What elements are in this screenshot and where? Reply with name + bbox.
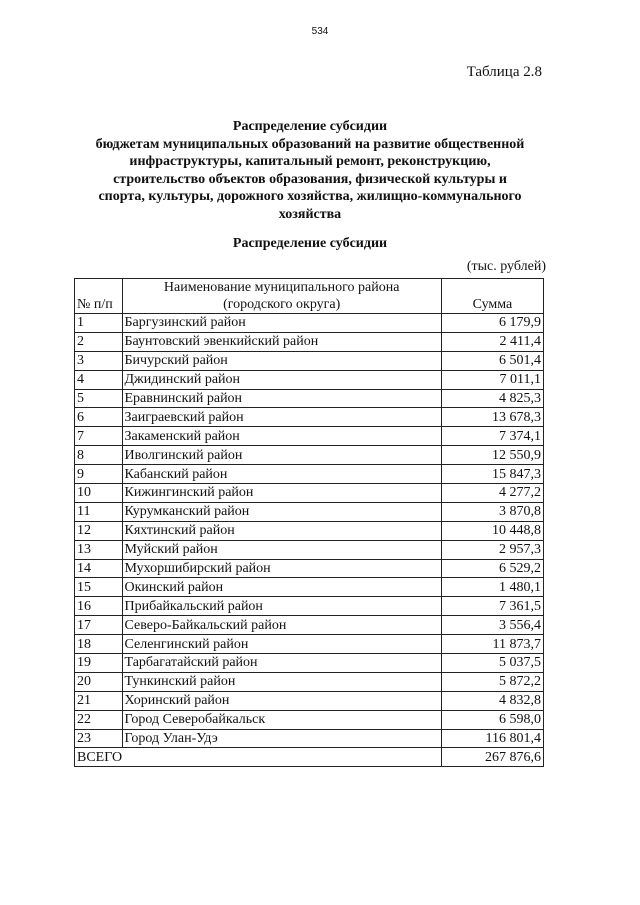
row-name: Бичурский район <box>122 351 441 370</box>
row-number: 6 <box>75 408 123 427</box>
row-sum: 3 556,4 <box>441 616 543 635</box>
table-header-row <box>75 279 544 314</box>
row-sum: 3 870,8 <box>441 502 543 521</box>
column-header-name-line: Наименование муниципального района <box>163 280 400 295</box>
heading-line: бюджетам муниципальных образований на развитие общественной <box>95 136 525 152</box>
subsidy-table <box>74 278 544 767</box>
heading-line: хозяйства <box>278 206 342 222</box>
row-number: 5 <box>75 389 123 408</box>
row-name: Город Улан-Удэ <box>122 729 441 748</box>
table-row <box>75 370 544 389</box>
row-sum: 4 832,8 <box>441 691 543 710</box>
table-row <box>75 578 544 597</box>
row-name: Северо-Байкальский район <box>122 616 441 635</box>
table-row <box>75 597 544 616</box>
table-row <box>75 351 544 370</box>
heading-line: инфраструктуры, капитальный ремонт, реконструкцию, <box>129 154 491 169</box>
row-sum: 11 873,7 <box>441 635 543 654</box>
row-sum: 5 037,5 <box>441 654 543 673</box>
row-sum: 7 011,1 <box>441 370 543 389</box>
row-name: Курумканский район <box>122 502 441 521</box>
row-number: 12 <box>75 521 123 540</box>
row-number: 19 <box>75 654 123 673</box>
column-header-sum: Сумма <box>441 279 543 314</box>
row-name: Баргузинский район <box>122 314 441 333</box>
page-number: 534 <box>311 26 329 37</box>
row-number: 1 <box>75 314 123 333</box>
table-body <box>75 314 544 748</box>
column-header-name-line: (городского округа) <box>223 297 341 312</box>
row-sum: 4 825,3 <box>441 389 543 408</box>
row-number: 3 <box>75 351 123 370</box>
row-sum: 10 448,8 <box>441 521 543 540</box>
row-sum: 4 277,2 <box>441 484 543 503</box>
row-sum: 6 179,9 <box>441 314 543 333</box>
row-sum: 5 872,2 <box>441 672 543 691</box>
row-name: Мухоршибирский район <box>122 559 441 578</box>
row-name: Селенгинский район <box>122 635 441 654</box>
total-sum: 267 876,6 <box>441 748 543 767</box>
row-number: 17 <box>75 616 123 635</box>
document-heading <box>60 118 560 223</box>
table-row <box>75 672 544 691</box>
row-number: 8 <box>75 446 123 465</box>
table-row <box>75 540 544 559</box>
units-label: (тыс. рублей) <box>466 259 546 274</box>
row-name: Муйский район <box>122 540 441 559</box>
row-name: Баунтовский эвенкийский район <box>122 332 441 351</box>
row-number: 9 <box>75 465 123 484</box>
row-name: Прибайкальский район <box>122 597 441 616</box>
row-number: 13 <box>75 540 123 559</box>
row-sum: 6 529,2 <box>441 559 543 578</box>
table-label: Таблица 2.8 <box>466 64 542 80</box>
table-row <box>75 654 544 673</box>
row-sum: 2 957,3 <box>441 540 543 559</box>
row-number: 2 <box>75 332 123 351</box>
table-row <box>75 521 544 540</box>
table-row <box>75 465 544 484</box>
row-name: Джидинский район <box>122 370 441 389</box>
row-sum: 7 361,5 <box>441 597 543 616</box>
heading-line: спорта, культуры, дорожного хозяйства, жилищно-коммунального <box>98 189 522 204</box>
row-sum: 6 501,4 <box>441 351 543 370</box>
row-name: Иволгинский район <box>122 446 441 465</box>
table-row <box>75 332 544 351</box>
table-row <box>75 710 544 729</box>
table-row <box>75 314 544 333</box>
table-row <box>75 389 544 408</box>
row-number: 16 <box>75 597 123 616</box>
row-sum: 6 598,0 <box>441 710 543 729</box>
row-name: Тункинский район <box>122 672 441 691</box>
heading-line: Распределение субсидии <box>232 119 388 134</box>
row-sum: 7 374,1 <box>441 427 543 446</box>
row-number: 15 <box>75 578 123 597</box>
total-row <box>75 748 544 767</box>
table-row <box>75 635 544 654</box>
row-number: 4 <box>75 370 123 389</box>
row-sum: 1 480,1 <box>441 578 543 597</box>
column-header-number: № п/п <box>75 279 123 314</box>
row-name: Еравнинский район <box>122 389 441 408</box>
row-name: Тарбагатайский район <box>122 654 441 673</box>
total-label: ВСЕГО <box>75 748 442 767</box>
row-number: 7 <box>75 427 123 446</box>
row-number: 18 <box>75 635 123 654</box>
row-name: Кяхтинский район <box>122 521 441 540</box>
row-name: Кабанский район <box>122 465 441 484</box>
table-row <box>75 502 544 521</box>
row-sum: 15 847,3 <box>441 465 543 484</box>
row-number: 10 <box>75 484 123 503</box>
row-number: 11 <box>75 502 123 521</box>
row-sum: 116 801,4 <box>441 729 543 748</box>
row-sum: 12 550,9 <box>441 446 543 465</box>
table-row <box>75 427 544 446</box>
row-number: 14 <box>75 559 123 578</box>
table-row <box>75 408 544 427</box>
heading-line: строительство объектов образования, физической культуры и <box>113 171 507 187</box>
table-row <box>75 691 544 710</box>
column-header-name <box>122 279 441 314</box>
table-row <box>75 446 544 465</box>
row-name: Закаменский район <box>122 427 441 446</box>
row-name: Кижингинский район <box>122 484 441 503</box>
table-row <box>75 484 544 503</box>
row-number: 21 <box>75 691 123 710</box>
row-number: 20 <box>75 672 123 691</box>
row-name: Заиграевский район <box>122 408 441 427</box>
row-number: 23 <box>75 729 123 748</box>
row-sum: 2 411,4 <box>441 332 543 351</box>
table-row <box>75 729 544 748</box>
row-name: Город Северобайкальск <box>122 710 441 729</box>
row-sum: 13 678,3 <box>441 408 543 427</box>
table-row <box>75 616 544 635</box>
table-subheading: Распределение субсидии <box>232 236 388 251</box>
row-name: Хоринский район <box>122 691 441 710</box>
row-name: Окинский район <box>122 578 441 597</box>
table-row <box>75 559 544 578</box>
row-number: 22 <box>75 710 123 729</box>
